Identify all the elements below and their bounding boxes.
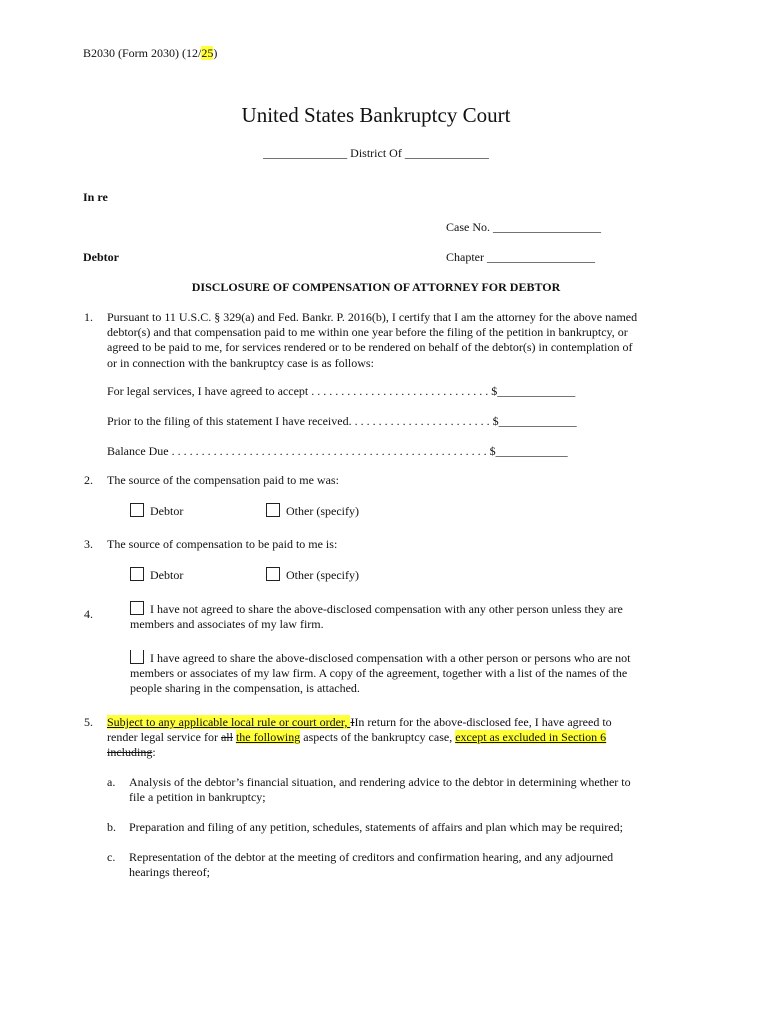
court-title: United States Bankruptcy Court [241,103,511,127]
form-id [83,46,217,61]
item-5a-line: file a petition in bankruptcy; [129,790,266,805]
shared-line: people sharing in the compensation, is attached. [130,681,360,696]
item-2-option-debtor[interactable] [130,503,183,519]
form-id-prefix: B2030 (Form 2030) (12/ [83,46,202,60]
shared-line: members or associates of my law firm. A copy of the agreement, together with a list of the names of the [130,666,628,681]
district-line: ______________ District Of ______________ [263,146,489,160]
item-5a-label: a. [107,775,116,789]
in-re-label: In re [83,190,108,204]
item-3-option-other[interactable] [266,567,359,583]
item-4-shared[interactable] [130,650,631,697]
prior-received-line[interactable]: Prior to the filing of this statement I have received. . . . . . . . . . . . . . . . . . . . . . . . $_____________ [107,414,577,428]
disclosure-heading: DISCLOSURE OF COMPENSATION OF ATTORNEY FOR DEBTOR [191,280,561,294]
checkbox-icon[interactable] [266,503,280,517]
item-5-text [107,715,667,761]
item-1-line: debtor(s) and that compensation paid to me within one year before the filing of the petition in bankruptcy, or [107,325,628,340]
item-5-number: 5. [84,715,93,729]
form-id-suffix: ) [213,46,218,60]
chapter-field[interactable]: Chapter __________________ [446,250,595,264]
item-5c-text [129,850,689,880]
item-5b-label: b. [107,820,116,834]
item-5c-label: c. [107,850,116,864]
deleted-text: I [350,715,355,729]
item-2-text: The source of the compensation paid to me was: [107,473,339,487]
item-5c-line: Representation of the debtor at the meeting of creditors and confirmation hearing, and any adjourned [129,850,614,864]
deleted-text: all [220,730,233,745]
inserted-text: except as excluded in Section 6 [455,730,607,745]
item-1-text [107,310,687,371]
shared-line: I have agreed to share the above-disclosed compensation with a other person or persons who are not [150,651,631,665]
item-5-fragment: aspects of the bankruptcy case, [300,730,456,745]
inserted-text: the following [235,730,301,745]
item-4-not-shared[interactable] [130,601,623,632]
item-5a-line: Analysis of the debtor’s financial situation, and rendering advice to the debtor in determining whether to [129,775,631,789]
option-label: Other (specify) [286,568,359,582]
deleted-text: including [107,745,153,760]
item-2-option-other[interactable] [266,503,359,519]
option-label: Other (specify) [286,504,359,518]
item-5-fragment: : [152,745,156,760]
checkbox-icon[interactable] [130,601,144,615]
legal-services-fee-line[interactable]: For legal services, I have agreed to accept . . . . . . . . . . . . . . . . . . . . . . . . . . . . . . $_____________ [107,384,576,398]
item-5c-line: hearings thereof; [129,865,210,880]
item-1-line: or in connection with the bankruptcy case is as follows: [107,355,374,370]
checkbox-icon[interactable] [130,503,144,517]
checkbox-icon[interactable] [130,650,144,664]
checkbox-icon[interactable] [130,567,144,581]
item-2-number: 2. [84,473,93,487]
item-1-line: agreed to be paid to me, for services rendered or to be rendered on behalf of the debtor(s) in contemplation of [107,340,633,355]
item-3-text: The source of compensation to be paid to me is: [107,537,338,551]
case-number-field[interactable]: Case No. __________________ [446,220,601,234]
checkbox-icon[interactable] [266,567,280,581]
form-id-highlight: 25 [201,46,214,60]
item-1-number: 1. [84,310,93,324]
not-shared-line: members and associates of my law firm. [130,617,324,632]
item-4-number: 4. [84,607,93,621]
item-3-option-debtor[interactable] [130,567,183,583]
not-shared-line: I have not agreed to share the above-disclosed compensation with any other person unless they are [150,602,623,616]
item-1-line: Pursuant to 11 U.S.C. § 329(a) and Fed. Bankr. P. 2016(b), I certify that I am the attorney for the above named [107,310,638,324]
item-5-fragment: render legal service for [107,730,221,745]
balance-due-line[interactable]: Balance Due . . . . . . . . . . . . . . . . . . . . . . . . . . . . . . . . . . . . . . . . . . . . . . . . . . . . . $____________ [107,444,568,458]
option-label: Debtor [150,504,184,518]
item-5b-text: Preparation and filing of any petition, schedules, statements of affairs and plan which may be required; [129,820,623,834]
item-5a-text [129,775,689,805]
item-3-number: 3. [84,537,93,551]
item-5-fragment: In return for the above-disclosed fee, I have agreed to [354,715,612,729]
option-label: Debtor [150,568,184,582]
debtor-label: Debtor [83,250,119,264]
inserted-text: Subject to any applicable local rule or court order, [107,715,351,729]
